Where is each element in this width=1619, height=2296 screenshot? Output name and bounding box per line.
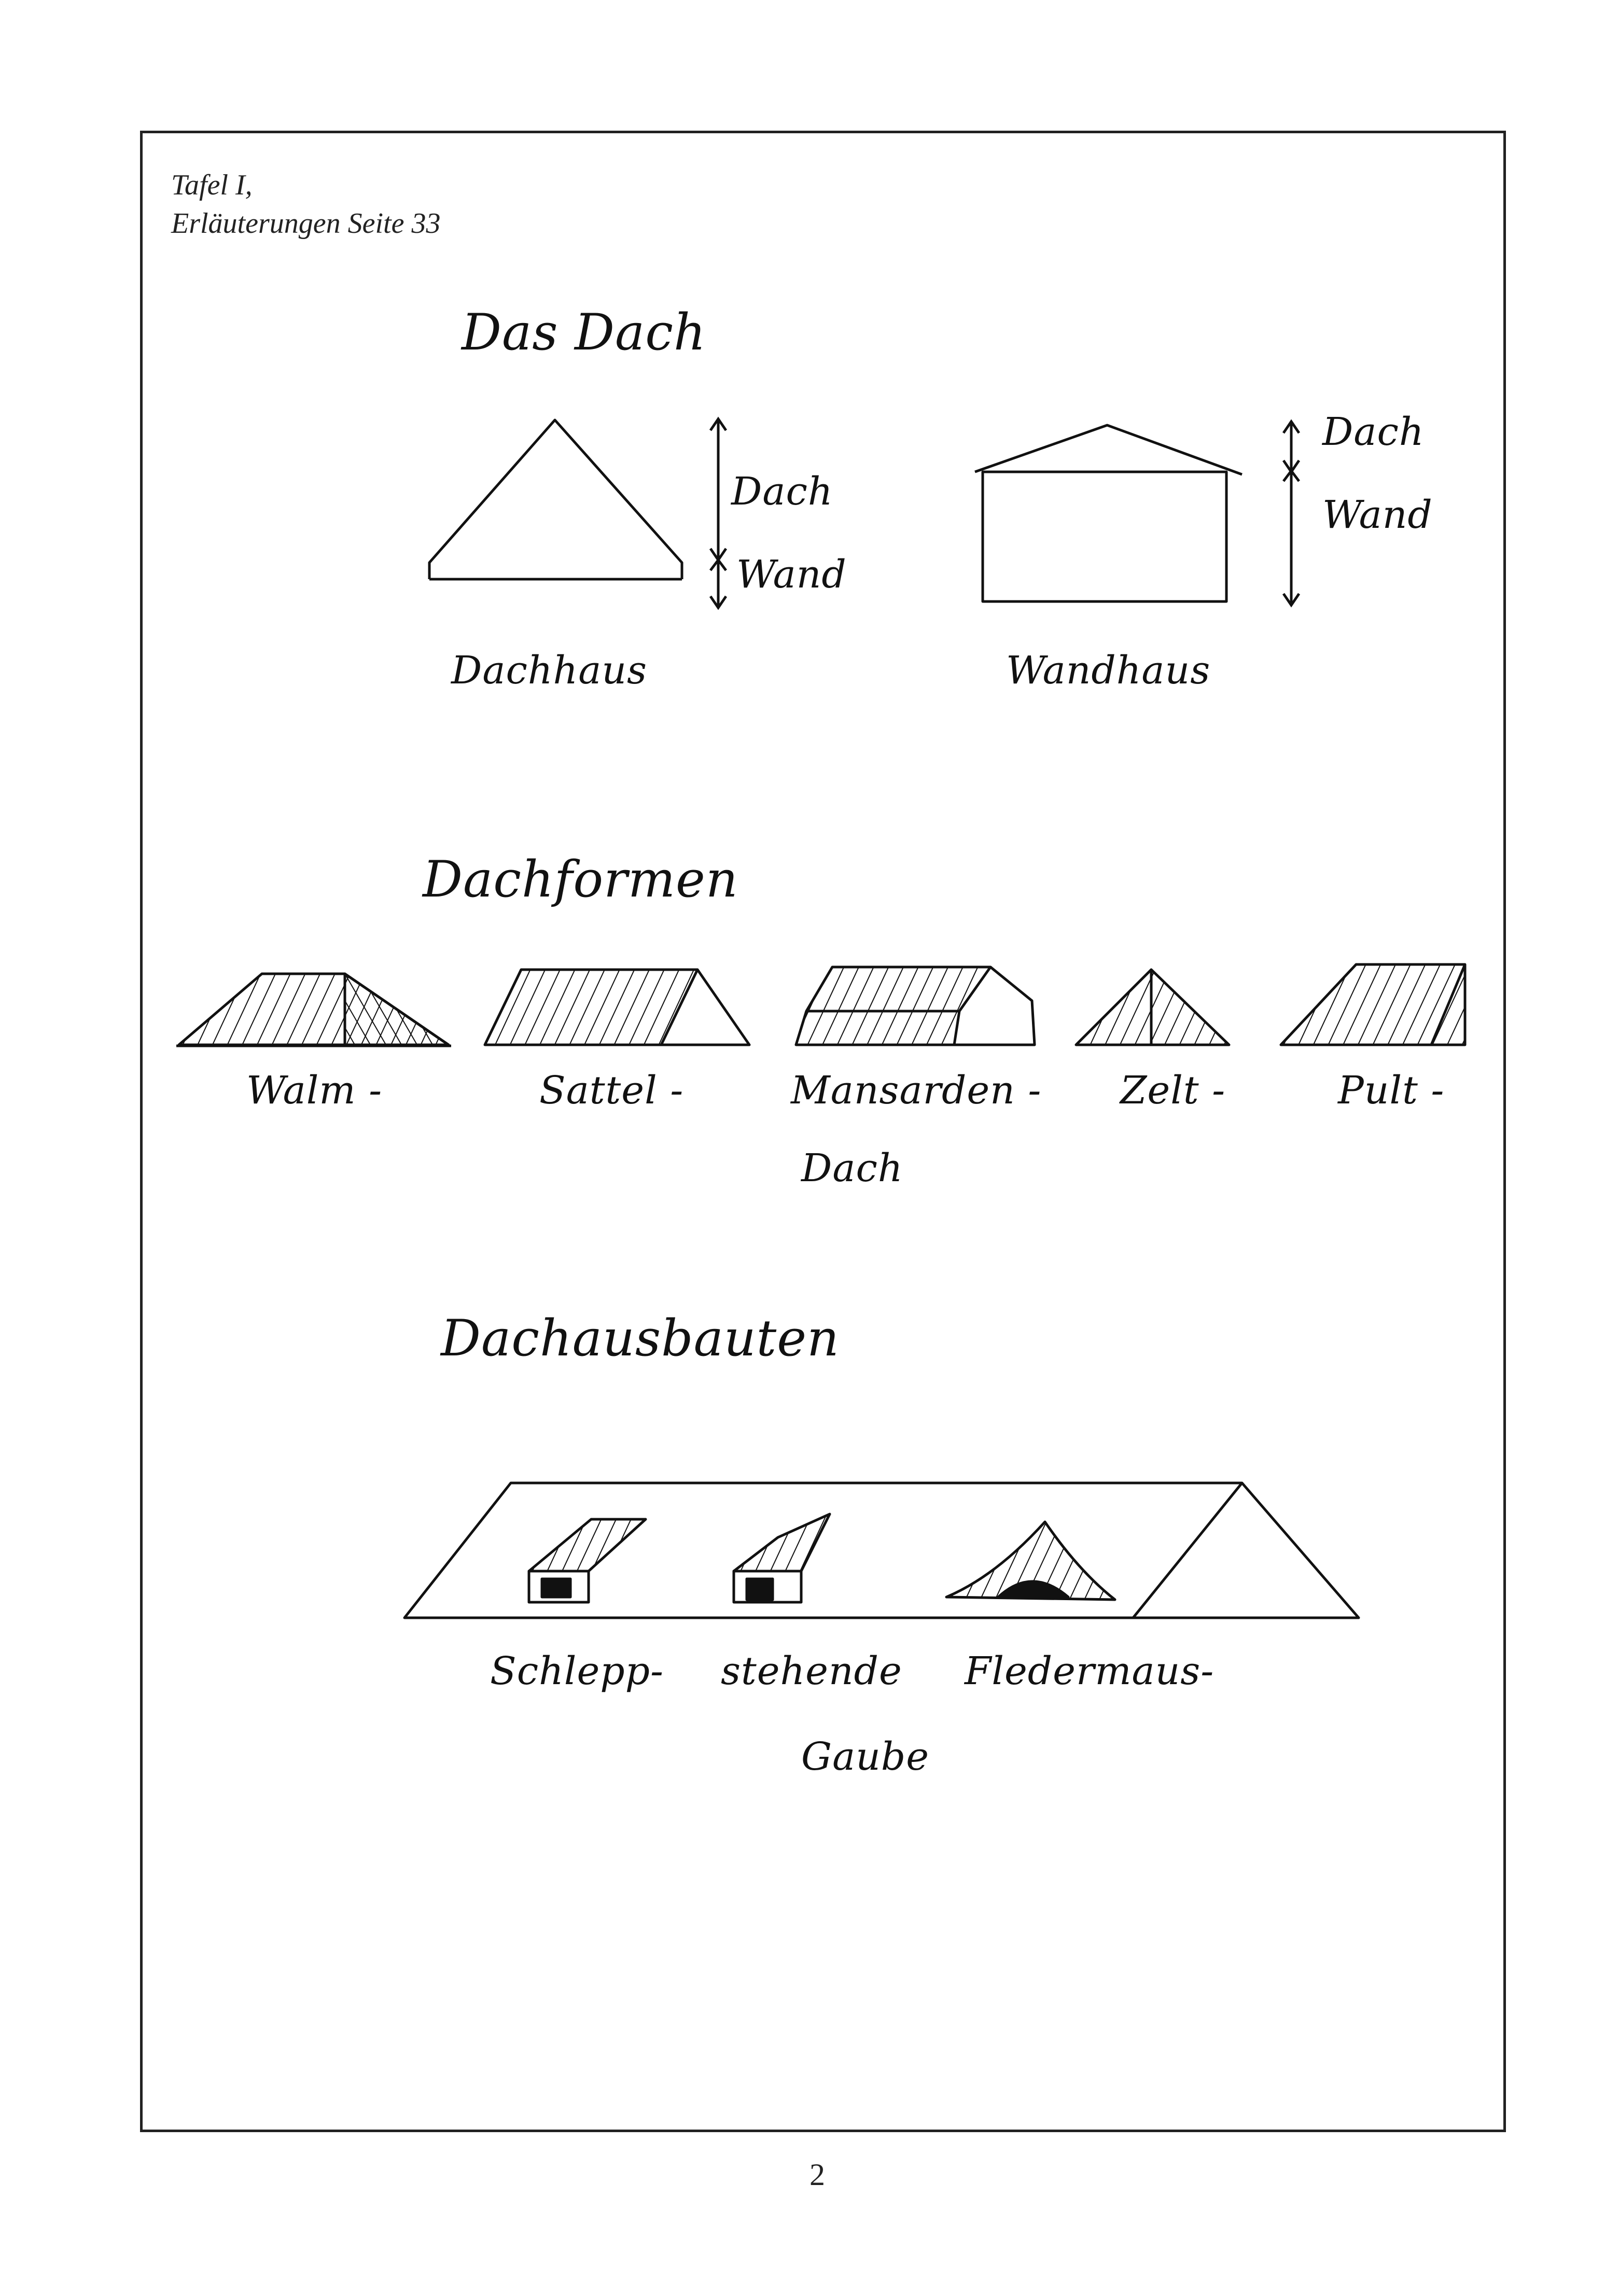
roof-form-label-zelt: Zelt -: [1120, 1068, 1226, 1113]
roof-form-label-mansarden: Mansarden -: [791, 1068, 1042, 1113]
dormer-label-stehende: stehende: [721, 1649, 902, 1693]
dormer-suffix: Gaube: [801, 1734, 930, 1779]
roof-form-pult: [1281, 964, 1465, 1045]
dachhaus-dimension: [710, 419, 726, 608]
wandhaus-dimension: [1283, 422, 1299, 605]
dormer-label-schlepp: Schlepp-: [490, 1649, 664, 1693]
roof-form-suffix: Dach: [801, 1146, 903, 1191]
roof-form-sattel: [485, 970, 749, 1045]
wandhaus-dim-roof-label: Dach: [1322, 410, 1425, 454]
dormer-label-fledermaus: Fledermaus-: [965, 1649, 1215, 1693]
dormer-stehende: [734, 1514, 830, 1602]
dachhaus-dim-roof-label: Dach: [731, 469, 833, 514]
section-title-dachformen: Dachformen: [423, 850, 738, 908]
caption-line-1: Tafel I,: [171, 169, 253, 201]
roof-form-label-sattel: Sattel -: [539, 1068, 684, 1113]
dachhaus-dim-wall-label: Wand: [736, 552, 847, 597]
dormer-fledermaus: [946, 1522, 1115, 1600]
wandhaus-label: Wandhaus: [1006, 648, 1211, 693]
roof-form-label-pult: Pult -: [1338, 1068, 1445, 1113]
roof-form-mansarden: [796, 967, 1035, 1045]
dormer-schlepp: [529, 1519, 646, 1602]
section-title-das-dach: Das Dach: [462, 303, 706, 361]
roof-form-label-walm: Walm -: [246, 1068, 383, 1113]
wandhaus-drawing: [975, 425, 1242, 601]
dachhaus-drawing: [429, 420, 682, 579]
roof-form-walm: [176, 974, 451, 1046]
roof-form-zelt: [1076, 970, 1229, 1045]
caption-line-2: Erläuterungen Seite 33: [171, 207, 441, 240]
wandhaus-dim-wall-label: Wand: [1322, 493, 1433, 537]
dachhaus-label: Dachhaus: [451, 648, 647, 693]
page-number: 2: [810, 2158, 825, 2192]
section-title-dachausbauten: Dachausbauten: [441, 1309, 840, 1367]
